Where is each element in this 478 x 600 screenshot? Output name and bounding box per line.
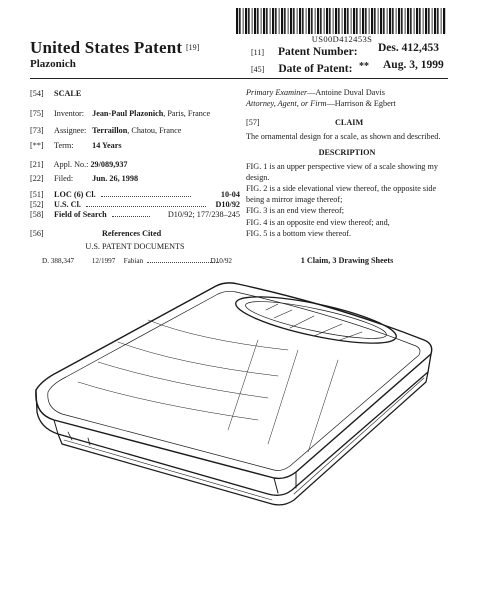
barcode-bar [378, 8, 379, 34]
patent-number-value: Des. 412,453 [378, 42, 440, 54]
dot-leader [101, 196, 191, 197]
barcode-bar [317, 8, 319, 34]
barcode-bar [383, 8, 385, 34]
inventor-label: Inventor: [54, 109, 85, 118]
barcode-bar [293, 8, 295, 34]
header-rule [30, 78, 448, 79]
scale-perspective-drawing [28, 280, 448, 510]
claim-text: The ornamental design for a scale, as shown and described. [246, 132, 441, 141]
uscl-label: U.S. Cl. [54, 200, 81, 209]
invention-title: SCALE [54, 89, 82, 98]
filed-value: Jun. 26, 1998 [92, 174, 139, 183]
barcode-bar [371, 8, 373, 34]
reference-entry [30, 257, 240, 265]
claims-summary: 1 Claim, 3 Drawing Sheets [300, 256, 394, 265]
patent-number-code: [11] [251, 48, 265, 57]
barcode-bar [405, 8, 406, 34]
references-heading-row [30, 229, 240, 238]
barcode-bar [407, 8, 409, 34]
barcode-bar [243, 8, 244, 34]
figure-1-description: FIG. 1 is an upper perspective view of a scale showing my design. [246, 162, 438, 182]
barcode-bar [351, 8, 352, 34]
field-code: [58] [30, 210, 44, 219]
barcode-bar [261, 8, 262, 34]
uscl-code: [52] [30, 200, 44, 209]
title-code: [54] [30, 89, 44, 98]
barcode-bar [392, 8, 394, 34]
barcode-bar [432, 8, 433, 34]
barcode-bar [419, 8, 421, 34]
barcode-bar [369, 8, 370, 34]
uscl-value: D10/92 [215, 200, 240, 209]
barcode-bar [365, 8, 367, 34]
barcode-bar [315, 8, 316, 34]
date-code: [45] [251, 65, 265, 74]
ref-number: D. 388,347 [42, 257, 75, 265]
barcode-bar [288, 8, 289, 34]
ref-name: Fabian [123, 257, 144, 265]
barcode-bar [443, 8, 445, 34]
barcode-bar [266, 8, 268, 34]
barcode-bar [252, 8, 253, 34]
barcode-bar [290, 8, 292, 34]
barcode-bar [311, 8, 313, 34]
description-heading: DESCRIPTION [318, 148, 376, 157]
inventor-name: Jean-Paul Plazonich [92, 109, 164, 118]
refs-code: [56] [30, 229, 44, 238]
barcode-bar [270, 8, 271, 34]
barcode-bar [380, 8, 382, 34]
field-label: Field of Search [54, 210, 107, 219]
barcode-bar [245, 8, 247, 34]
term-code: [**] [30, 141, 44, 150]
inventor-row [30, 109, 240, 118]
patent-number-row [251, 42, 358, 60]
field-value: D10/92; 177/238–245 [167, 210, 240, 219]
barcode-bar [416, 8, 418, 34]
appl-label: Appl. No.: [53, 160, 89, 169]
ref-class: D10/92 [210, 257, 232, 265]
loc-class-row [30, 190, 240, 199]
barcode-bar [434, 8, 436, 34]
barcode-bar [320, 8, 322, 34]
loc-value: 10-04 [220, 190, 240, 199]
barcode-bar [302, 8, 304, 34]
barcode-bar [360, 8, 361, 34]
barcode-bar [263, 8, 265, 34]
barcode-bar [239, 8, 241, 34]
application-row [30, 160, 240, 169]
barcode-bar [308, 8, 310, 34]
examiner-block [246, 88, 448, 109]
figure-4-description: FIG. 4 is an opposite end view thereof; and, [246, 217, 390, 227]
title-row [30, 89, 240, 98]
barcode-bar [356, 8, 358, 34]
barcode-bar [248, 8, 250, 34]
barcode-bar [387, 8, 388, 34]
claim-heading-row [246, 118, 448, 129]
barcode-bar [362, 8, 364, 34]
attorney-name: —Harrison & Egbert [326, 98, 396, 108]
assignee-name: Terraillon [92, 126, 128, 135]
loc-label: LOC (6) Cl. [54, 190, 96, 199]
claim-heading: CLAIM [335, 118, 364, 127]
term-value: 14 Years [92, 141, 122, 150]
barcode-bar [437, 8, 439, 34]
figure-3-description: FIG. 3 is an end view thereof; [246, 206, 345, 215]
barcode-bar [281, 8, 283, 34]
dot-leader [112, 216, 150, 217]
ref-date: 12/1997 [91, 257, 116, 265]
inventor-location: , Paris, France [163, 109, 211, 118]
barcode-bar [353, 8, 355, 34]
us-class-row [30, 200, 240, 209]
barcode-bar [338, 8, 340, 34]
figure-2-description: FIG. 2 is a side elevational view thereof, the opposite side being a mirror image thereof; [246, 184, 437, 204]
date-of-patent-row [251, 59, 352, 77]
barcode-number: US00D412453S [311, 34, 373, 44]
barcode-bar [374, 8, 376, 34]
claim-code: [57] [246, 118, 260, 127]
barcode-bar [344, 8, 346, 34]
filed-code: [22] [30, 174, 44, 183]
date-value: Aug. 3, 1999 [383, 59, 444, 71]
refs-heading: References Cited [102, 229, 162, 238]
assignee-code: [73] [30, 126, 44, 135]
attorney-label: Attorney, Agent, or Firm [246, 98, 327, 108]
inventor-code: [75] [30, 109, 44, 118]
barcode-bar [396, 8, 397, 34]
filed-row [30, 174, 240, 183]
barcode-bar [297, 8, 298, 34]
barcode-bar [333, 8, 334, 34]
barcode-bar [254, 8, 256, 34]
term-label: Term: [54, 141, 74, 150]
barcode-bar [284, 8, 286, 34]
document-title: United States Patent [30, 38, 183, 57]
barcode-bar [410, 8, 412, 34]
barcode-bar [299, 8, 301, 34]
inventor-surname: Plazonich [30, 58, 76, 70]
assignee-location: , Chatou, France [127, 126, 182, 135]
country-code: [19] [186, 43, 200, 52]
barcode-bar [347, 8, 349, 34]
appl-code: [21] [30, 160, 44, 169]
figure-descriptions [246, 162, 448, 240]
examiner-name: —Antoine Duval Davis [307, 88, 385, 97]
barcode-bar [275, 8, 277, 34]
examiner-label: Primary Examiner [246, 88, 308, 97]
barcode-bar [329, 8, 331, 34]
date-label: Date of Patent: [278, 63, 353, 75]
assignee-row [30, 126, 240, 135]
date-stars: ** [359, 61, 369, 72]
barcode-bar [257, 8, 259, 34]
refs-subheading: U.S. PATENT DOCUMENTS [85, 242, 185, 251]
barcode-bar [306, 8, 307, 34]
barcode-bar [324, 8, 325, 34]
barcode-image [236, 8, 448, 34]
filed-label: Filed: [54, 174, 74, 183]
barcode-bar [389, 8, 391, 34]
barcode-bar [335, 8, 337, 34]
barcode-bar [279, 8, 280, 34]
loc-code: [51] [30, 190, 44, 199]
barcode-bar [428, 8, 430, 34]
dot-leader [86, 206, 206, 207]
term-row [30, 141, 240, 150]
barcode-bar [441, 8, 442, 34]
barcode-bar [272, 8, 274, 34]
patent-number-label: Patent Number: [278, 46, 358, 58]
appl-value: 29/089,937 [90, 160, 128, 169]
barcode-bar [425, 8, 427, 34]
barcode-bar [342, 8, 343, 34]
barcode-bar [423, 8, 424, 34]
assignee-label: Assignee: [54, 126, 87, 135]
field-of-search-row [30, 210, 240, 219]
barcode-bar [414, 8, 415, 34]
barcode-bar [398, 8, 400, 34]
barcode-bar [236, 8, 238, 34]
dot-leader [147, 262, 219, 263]
barcode-bar [326, 8, 328, 34]
barcode-bar [401, 8, 403, 34]
figure-5-description: FIG. 5 is a bottom view thereof. [246, 229, 352, 238]
